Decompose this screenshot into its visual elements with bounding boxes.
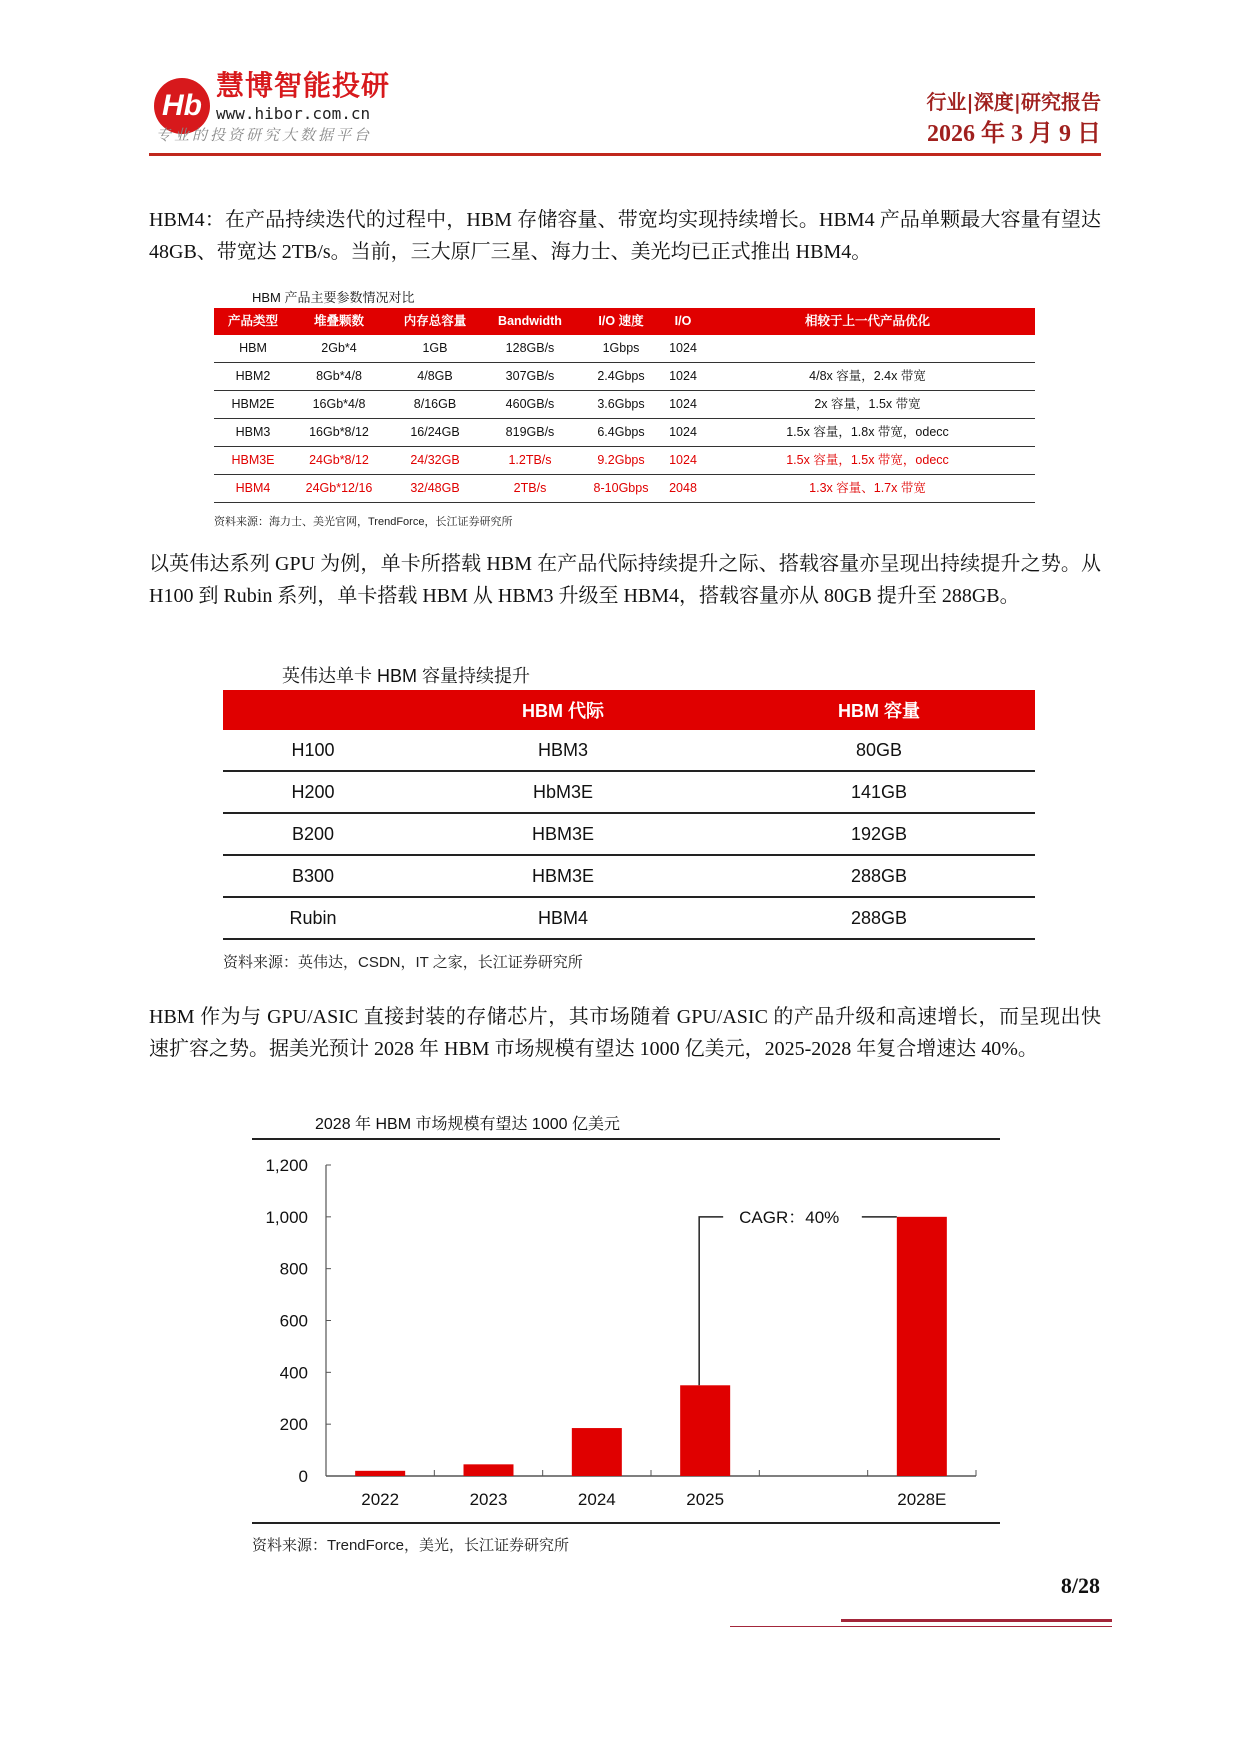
footer-rule-thin <box>730 1626 1112 1627</box>
table-cell: 4/8x 容量，2.4x 带宽 <box>700 363 1035 391</box>
bar-2025 <box>680 1385 730 1476</box>
table-cell: HBM3E <box>214 447 292 475</box>
table-cell: HBM <box>214 335 292 363</box>
table-cell: 16/24GB <box>386 419 484 447</box>
report-date: 2026 年 3 月 9 日 <box>927 121 1101 147</box>
table-cell: HBM4 <box>214 475 292 503</box>
table2-caption: 英伟达单卡 HBM 容量持续提升 <box>282 666 530 686</box>
table-cell: 1024 <box>666 447 700 475</box>
table-cell: 80GB <box>723 730 1035 771</box>
cagr-bracket-left <box>699 1217 723 1385</box>
y-tick-label: 400 <box>279 1363 308 1383</box>
table-cell: 16Gb*8/12 <box>292 419 386 447</box>
logo-mark: Hb <box>162 89 202 122</box>
table-cell: 3.6Gbps <box>576 391 666 419</box>
table-cell: 24/32GB <box>386 447 484 475</box>
table-cell: 1.2TB/s <box>484 447 576 475</box>
column-header: HBM 代际 <box>403 690 723 730</box>
table-cell: 32/48GB <box>386 475 484 503</box>
report-type: 行业|深度|研究报告 <box>926 90 1101 114</box>
table-cell: HBM2 <box>214 363 292 391</box>
table2-source: 资料来源：英伟达，CSDN，IT 之家，长江证券研究所 <box>223 954 583 971</box>
x-tick-label: 2022 <box>361 1490 400 1509</box>
table-cell: 1024 <box>666 335 700 363</box>
table-cell: 24Gb*8/12 <box>292 447 386 475</box>
table-cell: 2.4Gbps <box>576 363 666 391</box>
x-tick-label: 2028E <box>897 1490 947 1509</box>
page-number: 8/28 <box>1060 1573 1100 1598</box>
table-cell: 2Gb*4 <box>292 335 386 363</box>
logo-name: 慧博智能投研 <box>216 69 391 102</box>
chart-title: 2028 年 HBM 市场规模有望达 1000 亿美元 <box>315 1116 620 1133</box>
table-cell: HBM2E <box>214 391 292 419</box>
table-cell: 24Gb*12/16 <box>292 475 386 503</box>
table-cell: HbM3E <box>403 771 723 813</box>
column-header: I/O <box>666 308 700 335</box>
logo-slogan: 专业的投资研究大数据平台 <box>156 126 373 144</box>
x-tick-label: 2024 <box>577 1490 616 1509</box>
y-tick-label: 1,000 <box>265 1207 308 1227</box>
table-cell: 1024 <box>666 363 700 391</box>
table-cell: 16Gb*4/8 <box>292 391 386 419</box>
table-cell: HBM4 <box>403 897 723 939</box>
table-cell: 8-10Gbps <box>576 475 666 503</box>
table-cell: 1024 <box>666 419 700 447</box>
table-cell: 6.4Gbps <box>576 419 666 447</box>
table-cell: 307GB/s <box>484 363 576 391</box>
bar-2028E <box>897 1217 947 1476</box>
paragraph-hbm4: HBM4：在产品持续迭代的过程中，HBM 存储容量、带宽均实现持续增长。HBM4 产品单颗最大容量有望达 48GB、带宽达 2TB/s。当前，三大原厂三星、海力士、美光均已正式推出 HBM4。 <box>149 209 1101 263</box>
cagr-label: CAGR：40% <box>739 1207 840 1227</box>
paragraph-nvidia: 以英伟达系列 GPU 为例，单卡所搭载 HBM 在产品代际持续提升之际、搭载容量亦呈现出持续提升之势。从 H100 到 Rubin 系列，单卡搭载 HBM 从 HBM3 升级至 HBM4，搭载容量亦从 80GB 提升至 288GB。 <box>149 553 1101 607</box>
table-cell: 141GB <box>723 771 1035 813</box>
chart-source: 资料来源：TrendForce，美光，长江证券研究所 <box>252 1537 569 1554</box>
column-header: 产品类型 <box>214 308 292 335</box>
table-cell: 288GB <box>723 855 1035 897</box>
column-header: Bandwidth <box>484 308 576 335</box>
table-cell: 1024 <box>666 391 700 419</box>
column-header: 相较于上一代产品优化 <box>700 308 1035 335</box>
table-cell: HBM3 <box>403 730 723 771</box>
x-tick-label: 2023 <box>469 1490 508 1509</box>
bar-2022 <box>355 1471 405 1476</box>
table-cell: 1.5x 容量，1.8x 带宽，odecc <box>700 419 1035 447</box>
table-cell: 192GB <box>723 813 1035 855</box>
y-tick-label: 1,200 <box>265 1156 308 1175</box>
logo-url[interactable]: www.hibor.com.cn <box>216 104 371 123</box>
y-tick-label: 800 <box>279 1259 308 1279</box>
table-cell: 1GB <box>386 335 484 363</box>
bar-2023 <box>464 1464 514 1476</box>
y-tick-label: 0 <box>298 1467 308 1486</box>
table1-caption: HBM 产品主要参数情况对比 <box>252 290 415 305</box>
table-cell: H200 <box>223 771 403 813</box>
column-header: 内存总容量 <box>386 308 484 335</box>
table-cell: 1Gbps <box>576 335 666 363</box>
x-tick-label: 2025 <box>686 1490 725 1509</box>
table-cell: 819GB/s <box>484 419 576 447</box>
table-cell: 8Gb*4/8 <box>292 363 386 391</box>
table-cell: 128GB/s <box>484 335 576 363</box>
table-cell: HBM3E <box>403 855 723 897</box>
table-cell: 9.2Gbps <box>576 447 666 475</box>
table-cell: 2TB/s <box>484 475 576 503</box>
y-tick-label: 200 <box>279 1415 308 1435</box>
table-cell: Rubin <box>223 897 403 939</box>
table-cell: 2x 容量，1.5x 带宽 <box>700 391 1035 419</box>
table1-source: 资料来源：海力士、美光官网，TrendForce，长江证券研究所 <box>214 516 513 528</box>
table-cell: 460GB/s <box>484 391 576 419</box>
table-cell: B200 <box>223 813 403 855</box>
table-cell: H100 <box>223 730 403 771</box>
table-cell: B300 <box>223 855 403 897</box>
column-header: HBM 容量 <box>723 690 1035 730</box>
column-header: I/O 速度 <box>576 308 666 335</box>
y-tick-label: 600 <box>279 1311 308 1331</box>
table-cell: 1.5x 容量，1.5x 带宽，odecc <box>700 447 1035 475</box>
table-cell: HBM3E <box>403 813 723 855</box>
paragraph-market: HBM 作为与 GPU/ASIC 直接封装的存储芯片，其市场随着 GPU/ASIC 的产品升级和高速增长，而呈现出快速扩容之势。据美光预计 2028 年 HBM 市场规模有望达 1000 亿美元，2025-2028 年复合增速达 40%。 <box>149 1006 1101 1060</box>
column-header: 堆叠颗数 <box>292 308 386 335</box>
table-cell: 1.3x 容量、1.7x 带宽 <box>700 475 1035 503</box>
table-cell: HBM3 <box>214 419 292 447</box>
footer-rule-thick <box>841 1619 1112 1622</box>
bar-2024 <box>572 1428 622 1476</box>
table-cell: 288GB <box>723 897 1035 939</box>
table-cell: 4/8GB <box>386 363 484 391</box>
table-cell: 2048 <box>666 475 700 503</box>
table-cell: 8/16GB <box>386 391 484 419</box>
